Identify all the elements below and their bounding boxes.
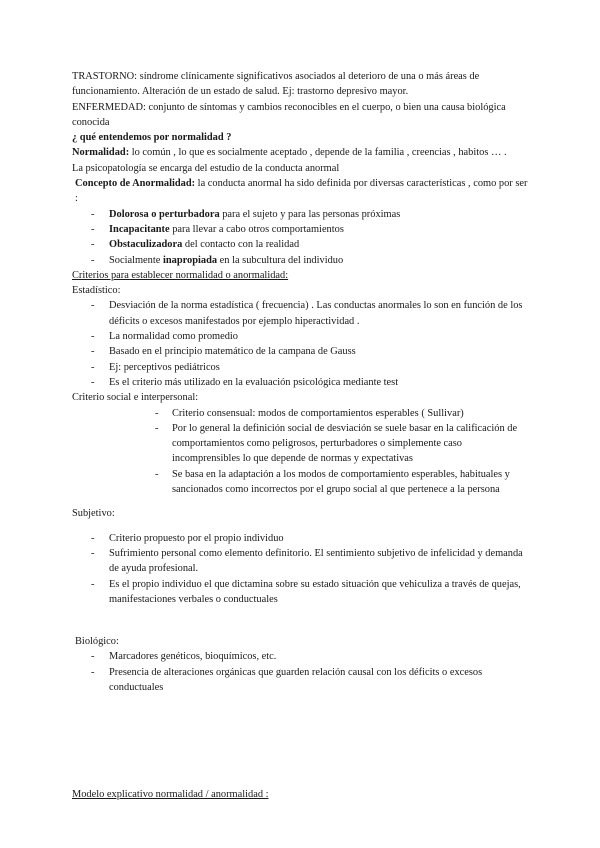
list-item: - Dolorosa o perturbadora para el sujeto y para las personas próximas (72, 207, 532, 222)
biologico-list (72, 649, 532, 695)
list-item: - Es el propio individuo el que dictamina sobre su estado situación que vehiculiza a través de quejas, manifestaciones verbales o conductuales (72, 577, 532, 608)
list-item: - Socialmente inapropiada en la subcultura del individuo (72, 253, 532, 268)
question-text: ¿ qué entendemos por normalidad ? (72, 132, 232, 144)
normalidad-paragraph (72, 145, 532, 160)
list-item: - Es el criterio más utilizado en la evaluación psicológica mediante test (72, 375, 532, 390)
list-item: - Marcadores genéticos, bioquímicos, etc. (72, 649, 532, 664)
list-item: - Incapacitante para llevar a cabo otros comportamientos (72, 222, 532, 237)
normalidad-question (72, 130, 532, 145)
enfermedad-definition: ENFERMEDAD: conjunto de síntomas y cambios reconocibles en el cuerpo, o bien una causa biológica conocida (72, 101, 506, 128)
concepto-label: Concepto de Anormalidad: (75, 178, 196, 190)
subjetivo-list (72, 531, 532, 607)
spacer (72, 695, 532, 787)
list-item: - Por lo general la definición social de desviación se suele basar en la calificación de comportamientos como peligrosos, perturbadores o simplemente caso incomprensibles lo que depende de normas y expectativas (72, 421, 532, 467)
list-item: - Ej: perceptivos pediátricos (72, 360, 532, 375)
social-heading: Criterio social e interpersonal: (72, 392, 199, 404)
criterios-heading: Criterios para establecer normalidad o anormalidad: (72, 269, 289, 281)
subjetivo-heading: Subjetivo: (72, 508, 115, 520)
normalidad-text: lo común , lo que es socialmente aceptado , depende de la familia , creencias , habitos … . (129, 147, 507, 159)
list-item: - Criterio propuesto por el propio individuo (72, 531, 532, 546)
psicopatologia-paragraph: La psicopatología se encarga del estudio de la conducta anormal (72, 162, 340, 174)
normalidad-label: Normalidad: (72, 147, 130, 159)
list-item: - Basado en el principio matemático de la campana de Gauss (72, 344, 532, 359)
document-page (72, 69, 532, 803)
spacer (72, 607, 532, 634)
list-item: - Se basa en la adaptación a los modos de comportamiento esperables, habituales y sancionados como incorrectos por el grupo social al que pertenece a la persona (72, 467, 532, 498)
social-list (72, 406, 532, 498)
list-item: - Sufrimiento personal como elemento definitorio. El sentimiento subjetivo de infelicidad y demanda de ayuda profesional. (72, 546, 532, 577)
estadistico-heading: Estadístico: (72, 285, 121, 297)
list-item: - Obstaculizadora del contacto con la realidad (72, 237, 532, 252)
modelo-heading: Modelo explicativo normalidad / anormalidad : (72, 789, 269, 801)
list-item: - La normalidad como promedio (72, 329, 532, 344)
spacer (72, 522, 532, 531)
traits-list (72, 207, 532, 268)
biologico-heading: Biológico: (75, 636, 119, 648)
concepto-paragraph (72, 176, 532, 207)
list-item: - Presencia de alteraciones orgánicas que guarden relación causal con los déficits o excesos conductuales (72, 665, 532, 696)
spacer (72, 497, 532, 506)
list-item: - Desviación de la norma estadística ( frecuencia) . Las conductas anormales lo son en función de los déficits o excesos manifestados por ejemplo hiperactividad . (72, 298, 532, 329)
estadistico-list (72, 298, 532, 390)
list-item: - Criterio consensual: modos de comportamientos esperables ( Sullivar) (72, 406, 532, 421)
concepto-text: la conducta anormal ha sido definida por diversas características , como por ser : (75, 178, 528, 205)
trastorno-definition: TRASTORNO: síndrome clínicamente significativos asociados al deterioro de una o más áreas de funcionamiento. Alteración de un estado de salud. Ej: trastorno depresivo mayor. (72, 71, 480, 98)
